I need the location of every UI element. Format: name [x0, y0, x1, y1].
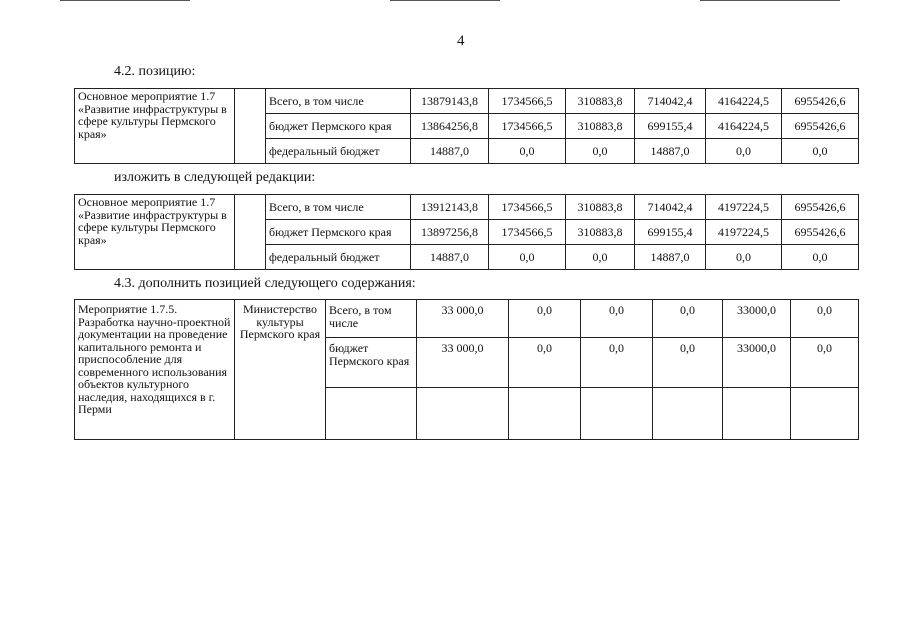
row-label — [326, 388, 417, 440]
value-cell: 13879143,8 — [411, 89, 489, 114]
table-position-added — [74, 299, 859, 440]
executor-cell: Министерство культуры Пермского края — [235, 300, 326, 440]
value-cell: 0,0 — [653, 300, 723, 338]
heading-4-2: 4.2. позицию: — [114, 64, 196, 79]
value-cell: 6955426,6 — [782, 195, 859, 220]
page-number: 4 — [457, 33, 465, 49]
value-cell: 1734566,5 — [489, 89, 566, 114]
value-cell: 33000,0 — [723, 338, 791, 388]
value-cell: 310883,8 — [566, 220, 635, 245]
value-cell: 14887,0 — [635, 245, 706, 270]
value-cell: 0,0 — [509, 338, 581, 388]
value-cell — [653, 388, 723, 440]
value-cell: 0,0 — [581, 338, 653, 388]
value-cell: 0,0 — [791, 300, 859, 338]
value-cell: 714042,4 — [635, 195, 706, 220]
table-row — [75, 89, 859, 114]
value-cell: 6955426,6 — [782, 114, 859, 139]
value-cell: 14887,0 — [411, 139, 489, 164]
value-cell — [509, 388, 581, 440]
table-row — [75, 300, 859, 338]
value-cell: 4197224,5 — [706, 220, 782, 245]
heading-edit: изложить в следующей редакции: — [114, 170, 316, 185]
table-row — [75, 195, 859, 220]
top-rule-mid — [390, 0, 500, 1]
measure-cell: Основное мероприятие 1.7 «Развитие инфраструктуры в сфере культуры Пермского края» — [75, 89, 235, 164]
value-cell: 13864256,8 — [411, 114, 489, 139]
value-cell — [723, 388, 791, 440]
value-cell: 1734566,5 — [489, 195, 566, 220]
value-cell: 0,0 — [782, 139, 859, 164]
value-cell: 13912143,8 — [411, 195, 489, 220]
row-label: Всего, в том числе — [326, 300, 417, 338]
value-cell: 0,0 — [581, 300, 653, 338]
value-cell: 699155,4 — [635, 114, 706, 139]
row-label: Всего, в том числе — [266, 195, 411, 220]
value-cell: 0,0 — [509, 300, 581, 338]
row-label: Всего, в том числе — [266, 89, 411, 114]
value-cell — [417, 388, 509, 440]
value-cell: 310883,8 — [566, 114, 635, 139]
value-cell — [791, 388, 859, 440]
row-label: бюджет Пермского края — [266, 220, 411, 245]
row-label: федеральный бюджет — [266, 245, 411, 270]
value-cell: 4164224,5 — [706, 89, 782, 114]
value-cell: 0,0 — [489, 139, 566, 164]
value-cell: 4164224,5 — [706, 114, 782, 139]
executor-cell — [235, 195, 266, 270]
row-label: бюджет Пермского края — [266, 114, 411, 139]
value-cell: 33000,0 — [723, 300, 791, 338]
value-cell: 699155,4 — [635, 220, 706, 245]
top-rule-left — [60, 0, 190, 1]
value-cell: 33 000,0 — [417, 300, 509, 338]
value-cell: 33 000,0 — [417, 338, 509, 388]
value-cell: 0,0 — [782, 245, 859, 270]
value-cell: 310883,8 — [566, 195, 635, 220]
value-cell: 310883,8 — [566, 89, 635, 114]
value-cell: 1734566,5 — [489, 114, 566, 139]
executor-cell — [235, 89, 266, 164]
value-cell: 14887,0 — [411, 245, 489, 270]
value-cell: 0,0 — [791, 338, 859, 388]
value-cell: 0,0 — [489, 245, 566, 270]
value-cell: 0,0 — [566, 139, 635, 164]
value-cell — [581, 388, 653, 440]
table-position-old — [74, 88, 859, 164]
value-cell: 0,0 — [653, 338, 723, 388]
value-cell: 0,0 — [706, 245, 782, 270]
value-cell: 6955426,6 — [782, 220, 859, 245]
top-rule-right — [700, 0, 840, 1]
value-cell: 0,0 — [706, 139, 782, 164]
measure-cell: Мероприятие 1.7.5. Разработка научно-проектной документации на проведение капитального ремонта и приспособление для современного использования объектов культурного наследия, находящихся в г. Перми — [75, 300, 235, 440]
table-position-new — [74, 194, 859, 270]
value-cell: 1734566,5 — [489, 220, 566, 245]
value-cell: 4197224,5 — [706, 195, 782, 220]
heading-4-3: 4.3. дополнить позицией следующего содержания: — [114, 276, 416, 291]
value-cell: 714042,4 — [635, 89, 706, 114]
row-label: федеральный бюджет — [266, 139, 411, 164]
measure-cell: Основное мероприятие 1.7 «Развитие инфраструктуры в сфере культуры Пермского края» — [75, 195, 235, 270]
value-cell: 13897256,8 — [411, 220, 489, 245]
value-cell: 6955426,6 — [782, 89, 859, 114]
row-label: бюджет Пермского края — [326, 338, 417, 388]
value-cell: 0,0 — [566, 245, 635, 270]
value-cell: 14887,0 — [635, 139, 706, 164]
